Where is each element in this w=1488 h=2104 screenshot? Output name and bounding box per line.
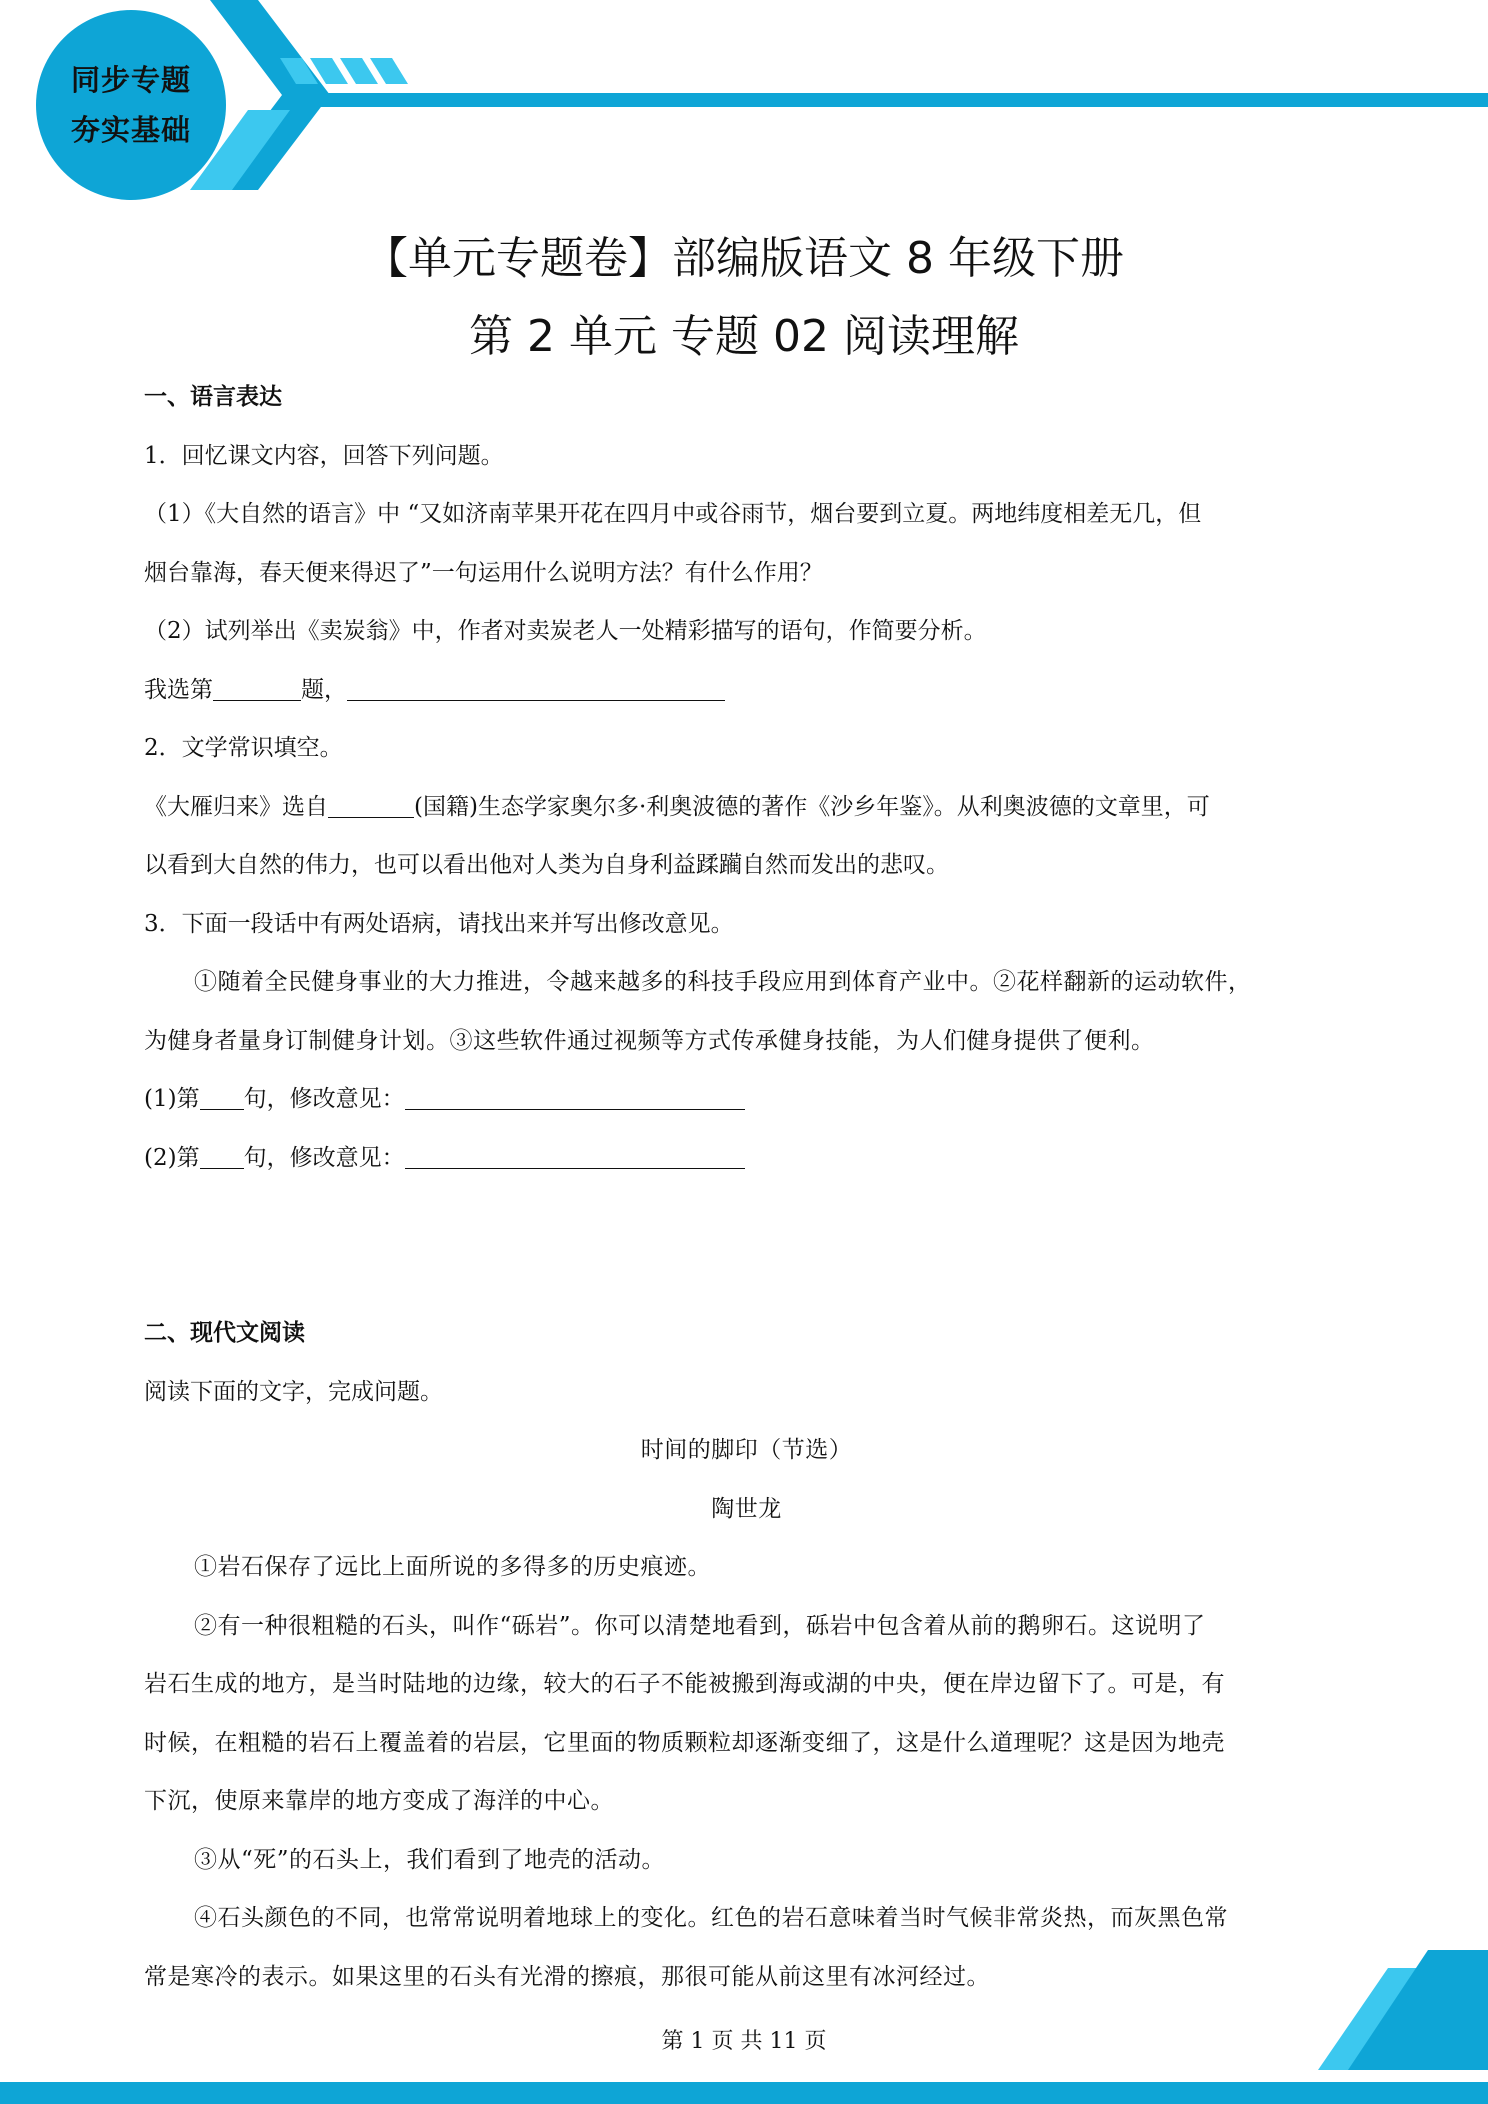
q3-ans2-prefix: (2)第 [144, 1144, 200, 1171]
header-rule [300, 93, 1488, 107]
q3-passage-line2: 为健身者量身订制健身计划。③这些软件通过视频等方式传承健身技能，为人们健身提供了便利。 [144, 1027, 1155, 1054]
page-subtitle: 第 2 单元 专题 02 阅读理解 [469, 311, 1019, 362]
page-number: 第 1 页 共 11 页 [661, 2029, 827, 2054]
q3-stem: 3．下面一段话中有两处语病，请找出来并写出修改意见。 [144, 910, 734, 937]
q1-answer-line [144, 661, 1349, 720]
q3-revision1-blank[interactable] [405, 1085, 745, 1110]
q3-passage-line1: ①随着全民健身事业的大力推进，令越来越多的科技手段应用到体育产业中。②花样翻新的运动软件， [194, 969, 1252, 995]
article-author: 陶世龙 [711, 1495, 782, 1522]
q2-line2: 以看到大自然的伟力，也可以看出他对人类为自身利益蹂躏自然而发出的悲叹。 [144, 852, 949, 878]
section1-heading: 一、语言表达 [144, 384, 282, 410]
section-spacer [144, 1187, 1349, 1304]
q1-part2: （2）试列举出《卖炭翁》中，作者对卖炭老人一处精彩描写的语句，作简要分析。 [144, 618, 987, 644]
badge-line1: 同步专题 [70, 63, 191, 97]
q1-choice-blank[interactable] [213, 676, 301, 701]
q3-answer2 [144, 1129, 1349, 1188]
article-p1: ①岩石保存了远比上面所说的多得多的历史痕迹。 [194, 1554, 711, 1580]
article-p2-line3: 时候，在粗糙的岩石上覆盖着的岩层，它里面的物质颗粒却逐渐变细了，这是什么道理呢？这是因为地壳 [144, 1729, 1225, 1756]
header-stripe-4 [370, 58, 408, 84]
q3-sentence1-blank[interactable] [200, 1085, 244, 1110]
header-badge [36, 10, 226, 200]
document-body [144, 368, 1349, 2006]
q3-ans1-prefix: (1)第 [144, 1086, 200, 1112]
q3-sentence2-blank[interactable] [200, 1144, 244, 1169]
article-p4-line1: ④石头颜色的不同，也常常说明着地球上的变化。红色的岩石意味着当时气候非常炎热，而灰黑色常 [194, 1905, 1228, 1931]
page-title: 【单元专题卷】部编版语文 8 年级下册 [364, 233, 1124, 284]
article-p2-line1: ②有一种很粗糙的石头，叫作“砾岩”。你可以清楚地看到，砾岩中包含着从前的鹅卵石。这说明了 [194, 1612, 1206, 1639]
q2-line1-after: (国籍)生态学家奥尔多·利奥波德的著作《沙乡年鉴》。从利奥波德的文章里，可 [414, 793, 1210, 820]
q1-answer-blank[interactable] [347, 676, 725, 701]
q1-answer-prefix: 我选第 [144, 676, 213, 703]
q2-stem: 2．文学常识填空。 [144, 735, 343, 761]
article-p4-line2: 常是寒冷的表示。如果这里的石头有光滑的擦痕，那很可能从前这里有冰河经过。 [144, 1963, 990, 1990]
q1-answer-mid: 题， [301, 676, 347, 703]
q3-answer1 [144, 1070, 1349, 1129]
q2-line1 [144, 778, 1349, 837]
footer-decoration [0, 1950, 1488, 2104]
badge-line2: 夯实基础 [70, 113, 191, 147]
q3-ans1-mid: 句，修改意见： [243, 1086, 405, 1112]
q2-nationality-blank[interactable] [328, 793, 414, 818]
article-p2-line2: 岩石生成的地方，是当时陆地的边缘，较大的石子不能被搬到海或湖的中央，便在岸边留下了。可是，有 [144, 1671, 1225, 1697]
article-p2-line4: 下沉，使原来靠岸的地方变成了海洋的中心。 [144, 1788, 614, 1814]
article-p3: ③从“死”的石头上，我们看到了地壳的活动。 [194, 1846, 666, 1873]
header-stripe-3 [340, 58, 378, 84]
article-title: 时间的脚印（节选） [640, 1437, 853, 1463]
q2-line1-before: 《大雁归来》选自 [144, 793, 328, 820]
q3-ans2-mid: 句，修改意见： [243, 1144, 405, 1171]
q1-stem: 1．回忆课文内容，回答下列问题。 [144, 442, 504, 469]
q3-revision2-blank[interactable] [405, 1144, 745, 1169]
section2-instruction: 阅读下面的文字，完成问题。 [144, 1378, 443, 1405]
q1-part1-line1: （1）《大自然的语言》中 “又如济南苹果开花在四月中或谷雨节，烟台要到立夏。两地纬度相差无几，但 [144, 501, 1202, 527]
section2-heading: 二、现代文阅读 [144, 1320, 305, 1346]
footer-rule [0, 2082, 1488, 2104]
q1-part1-line2: 烟台靠海，春天便来得迟了”一句运用什么说明方法？有什么作用？ [144, 559, 823, 586]
